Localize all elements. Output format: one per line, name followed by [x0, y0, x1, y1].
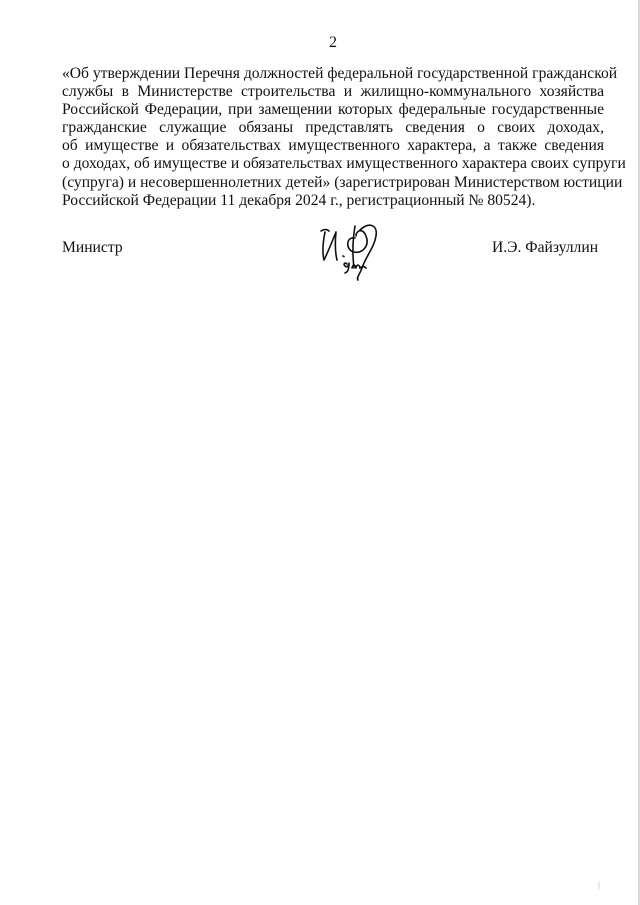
body-line: «Об утверждении Перечня должностей федеральной государственной гражданской	[62, 65, 618, 82]
body-line: об имуществе и обязательствах имущественного характера, а также сведения	[62, 137, 604, 155]
handwritten-signature	[316, 216, 400, 282]
signer-title: Министр	[62, 239, 123, 256]
body-line: службы в Министерстве строительства и жилищно-коммунального хозяйства	[62, 83, 604, 101]
signer-name: И.Э. Файзуллин	[492, 239, 599, 256]
body-line: гражданские служащие обязаны представлять сведения о своих доходах,	[62, 119, 604, 137]
body-line: Российской Федерации 11 декабря 2024 г., регистрационный № 80524).	[62, 191, 536, 209]
document-body	[62, 65, 626, 210]
body-line: о доходах, об имуществе и обязательствах имущественного характера своих супруги	[62, 155, 626, 173]
scan-mark	[596, 880, 602, 890]
body-line: (супруга) и несовершеннолетних детей» (зарегистрирован Министерством юстиции	[62, 173, 623, 191]
page-number: 2	[329, 34, 337, 51]
body-line: Российской Федерации, при замещении которых федеральные государственные	[62, 101, 604, 119]
